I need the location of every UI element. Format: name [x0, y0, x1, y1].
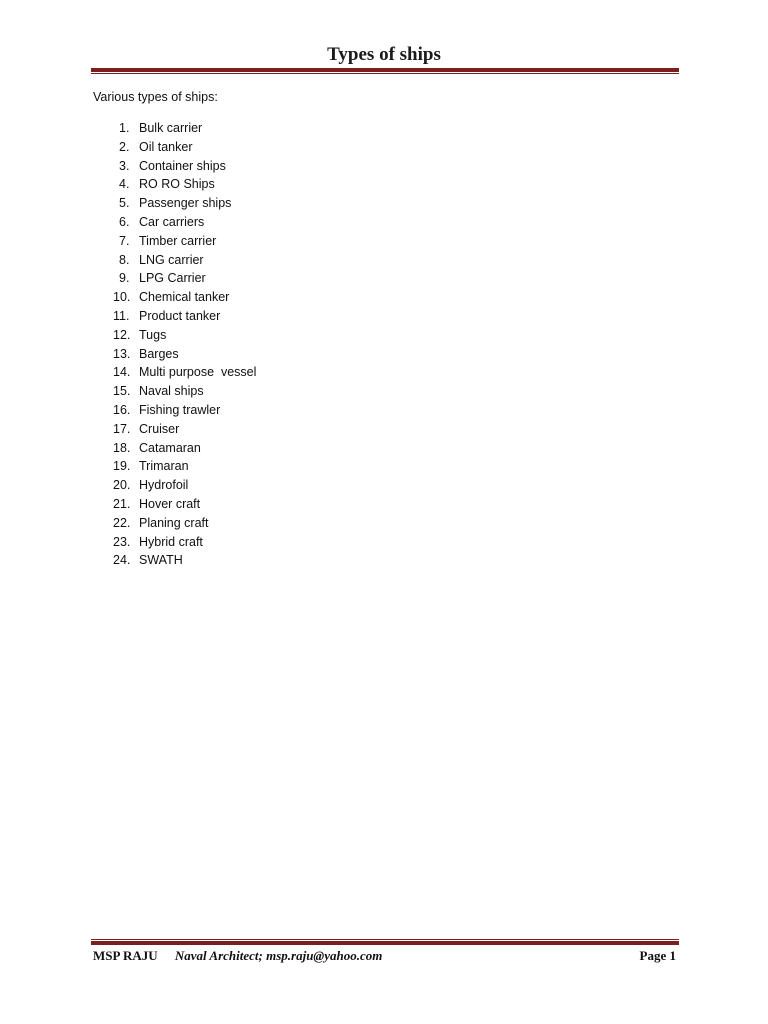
footer-page-number: Page 1 [639, 948, 676, 963]
list-item-label: Fishing trawler [139, 402, 221, 417]
list-item-label: Trimaran [139, 459, 189, 474]
list-item-label: Cruiser [139, 421, 180, 436]
header-rule [91, 68, 679, 74]
page-footer [93, 948, 676, 964]
list-item-label: Hydrofoil [139, 478, 189, 493]
list-item-label: RO RO Ships [139, 177, 215, 192]
list-item-label: Product tanker [139, 308, 221, 323]
list-item-label: Catamaran [139, 440, 201, 455]
list-item-label: Timber carrier [139, 233, 217, 248]
list-item-label: SWATH [139, 553, 183, 568]
list-item-label: Planing craft [139, 515, 209, 530]
list-item-label: LNG carrier [139, 252, 204, 267]
list-item-label: Car carriers [139, 214, 205, 229]
list-item-label: Container ships [139, 158, 226, 173]
list-item-label: Bulk carrier [139, 121, 203, 135]
list-item-label: Passenger ships [139, 196, 232, 211]
list-item-label: LPG Carrier [139, 271, 206, 286]
list-item-label: Multi purpose vessel [139, 365, 257, 380]
intro-text: Various types of ships: [93, 90, 218, 104]
footer-author: MSP RAJU [93, 948, 158, 963]
list-item-label: Oil tanker [139, 139, 193, 154]
list-item-label: Naval ships [139, 384, 204, 399]
list-item-label: Hybrid craft [139, 534, 203, 549]
page-title: Types of ships [327, 44, 441, 65]
list-item-label: Chemical tanker [139, 290, 230, 305]
list-item-label: Barges [139, 346, 179, 361]
list-item-label: Hover craft [139, 496, 201, 511]
list-item-label: Tugs [139, 327, 167, 342]
footer-rule [91, 939, 679, 945]
footer-role-email: Naval Architect; msp.raju@yahoo.com [174, 948, 383, 963]
